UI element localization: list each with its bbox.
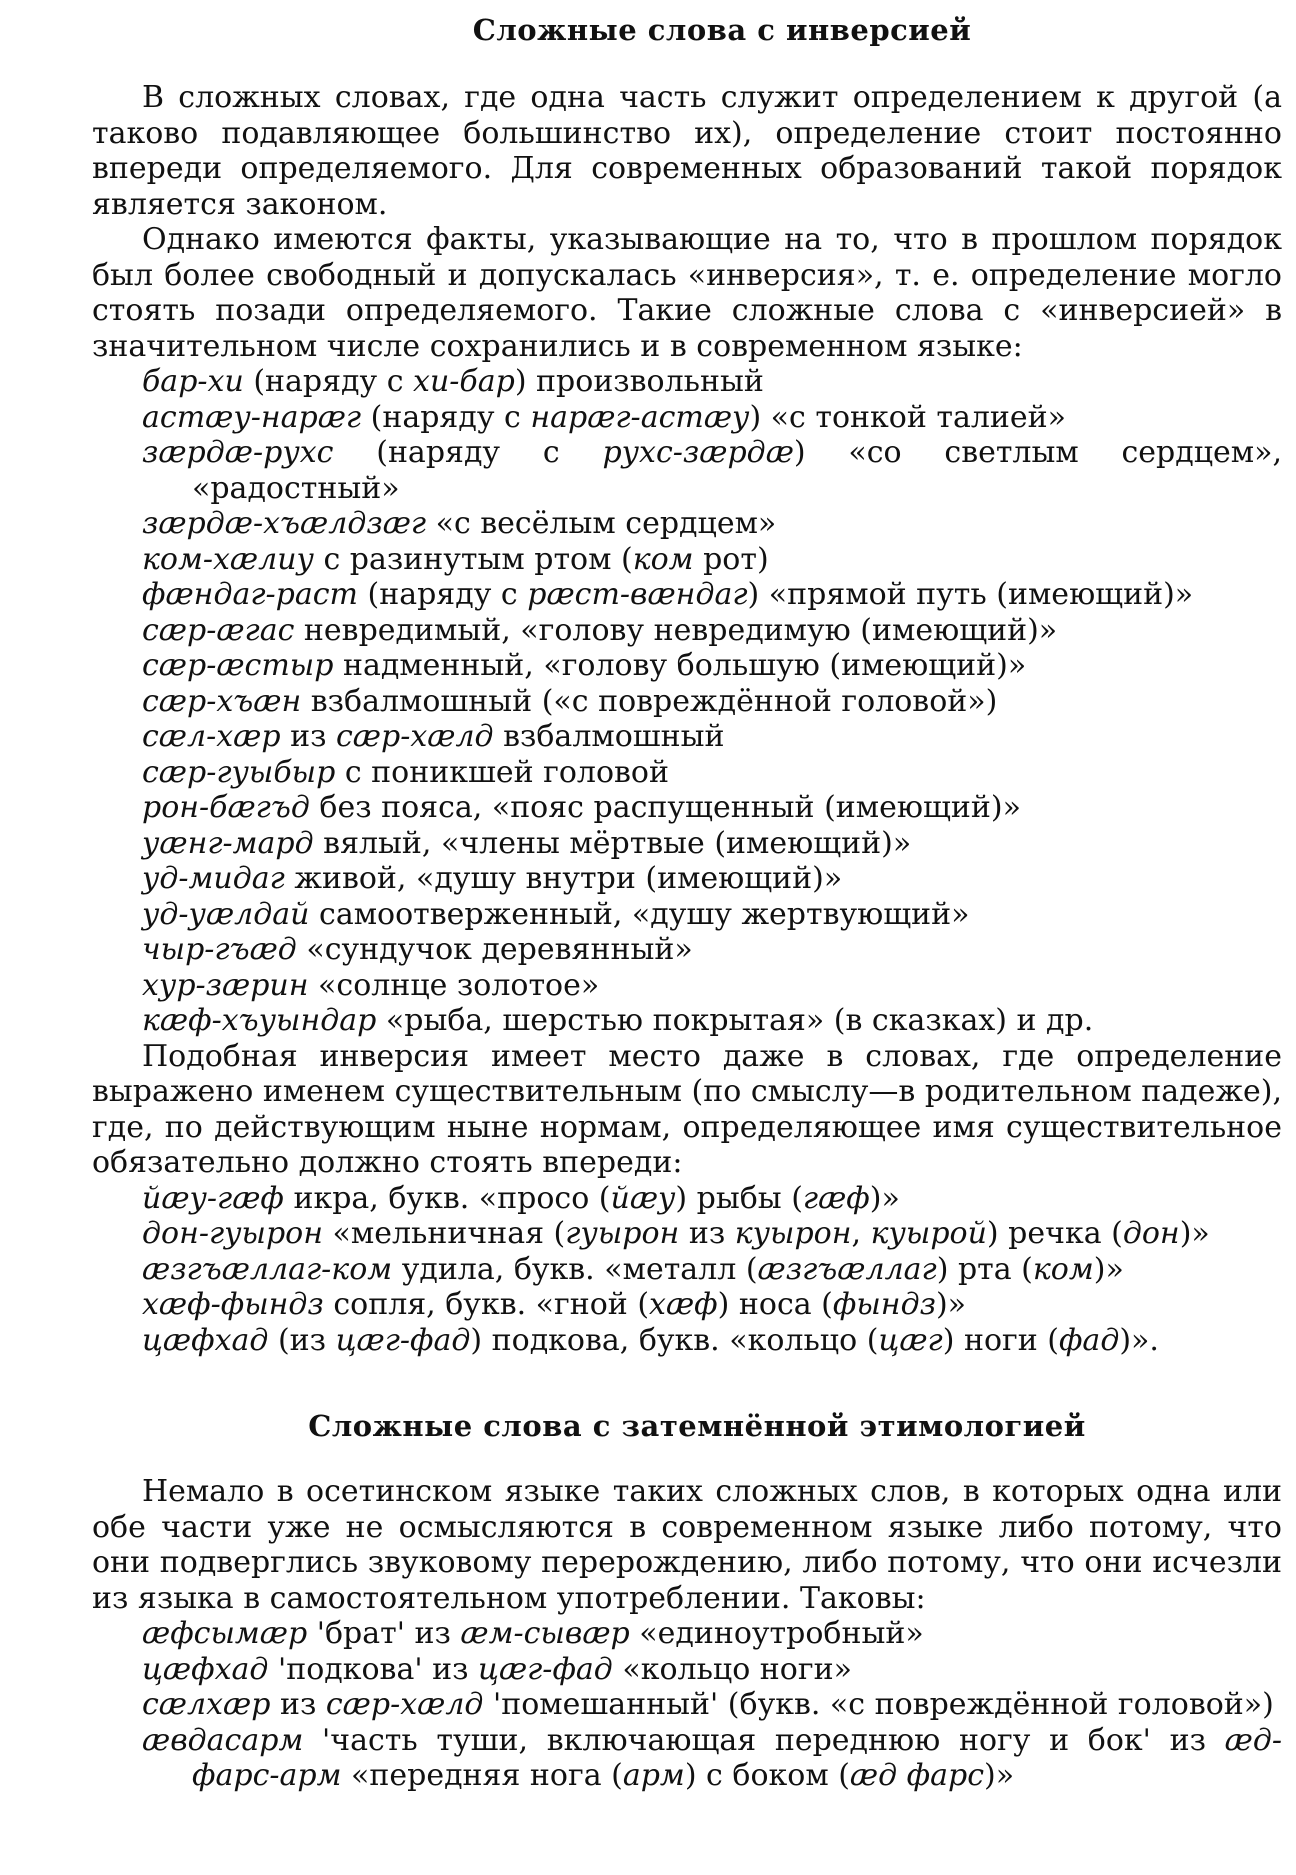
headword: сæр-æстыр <box>142 648 334 683</box>
variant-word: нарæг-астæу <box>530 399 750 435</box>
inversion-word-list <box>92 364 1282 1039</box>
headword: чыр-гъæд <box>142 932 297 967</box>
list-item: цæфхад (из цæг-фад) подкова, букв. «кольцо (цæг) ноги (фад)». <box>142 1322 1159 1358</box>
headword: сæл-хæр <box>142 719 281 754</box>
list-item: хæф-фындз сопля, букв. «гной (хæф) носа (фындз)» <box>142 1287 967 1322</box>
headword: рон-бæгъд <box>142 790 310 825</box>
headword: фæндаг-раст <box>142 577 358 612</box>
paragraph-4: Немало в осетинском языке таких сложных слов, в которых одна или обе части уже не осмысляются в современном языке либо потому, что они подверглись звуковому перерождению, либо потому, что они исчезли из языка в самостоятельном употреблении. Таковы: <box>92 1474 1282 1616</box>
variant-word: сæр-хæлд <box>336 719 494 754</box>
list-item: чыр-гъæд «сундучок деревянный» <box>142 932 693 967</box>
variant-word: рухс-зæрдæ <box>602 435 794 470</box>
list-item: фæндаг-раст (наряду с рæст-вæндаг) «прямой путь (имеющий)» <box>142 577 1194 612</box>
headword: ком-хæлиу <box>142 541 314 577</box>
headword: астæу-нарæг <box>142 399 362 435</box>
paragraph-2: Однако имеются факты, указывающие на то, что в прошлом порядок был более свободный и допускалась «инверсия», т. е. определение могло стоять позади определяемого. Такие сложные слова с «инверсией» в значительном числе сохранились и в современном языке: <box>92 222 1282 364</box>
paragraph-1: В сложных словах, где одна часть служит определением к другой (а таково подавляющее большинство их), определение стоит постоянно впереди определяемого. Для современных образований такой порядок является законом. <box>92 80 1282 222</box>
list-item: уд-уæлдай самоотверженный, «душу жертвующий» <box>142 896 970 932</box>
noun-inversion-list <box>92 1181 1282 1359</box>
list-item: зæрдæ-рухс (наряду с рухс-зæрдæ) «со светлым сердцем», «радостный» <box>142 435 1282 506</box>
list-item: сæлхæр из сæр-хæлд 'помешанный' (букв. «с повреждённой головой») <box>142 1687 1274 1722</box>
variant-word: ком <box>632 541 694 577</box>
paragraph-3: Подобная инверсия имеет место даже в словах, где определение выражено именем существительным (по смыслу—в родительном падеже), где, по действующим ныне нормам, определяющее имя существительное обязательно должно стоять впереди: <box>92 1038 1282 1180</box>
section-heading-etymology: Сложные слова с затемнённой этимологией <box>308 1409 1086 1443</box>
list-item: бар-хи (наряду с хи-бар) произвольный <box>142 364 764 399</box>
list-item: сæр-æстыр надменный, «голову большую (имеющий)» <box>142 648 1027 683</box>
variant-word: хи-бар <box>413 364 515 399</box>
list-item: рон-бæгъд без пояса, «пояс распущенный (имеющий)» <box>142 790 1021 825</box>
list-item: сæр-хъæн взбалмошный («с повреждённой головой») <box>142 683 998 719</box>
headword: хур-зæрин <box>142 967 309 1003</box>
list-item: сæр-æгас невредимый, «голову невредимую (имеющий)» <box>142 612 1058 648</box>
list-item: æвдасарм 'часть туши, включающая переднюю ногу и бок' из æд-фарс-арм «передняя нога (арм) с боком (æд фарс)» <box>142 1722 1282 1793</box>
list-item: астæу-нарæг (наряду с нарæг-астæу) «с тонкой талией» <box>142 399 1067 435</box>
headword: уæнг-мард <box>142 825 314 861</box>
list-item: кæф-хъуындар «рыба, шерстью покрытая» (в сказках) и др. <box>142 1003 1094 1038</box>
page <box>92 10 1282 1794</box>
list-item: æфсымæр 'брат' из æм-сывæр «единоутробный» <box>142 1616 924 1651</box>
list-item: зæрдæ-хъæлдзæг «с весёлым сердцем» <box>142 506 777 541</box>
headword: сæр-гуыбыр <box>142 754 336 790</box>
headword: кæф-хъуындар <box>142 1003 377 1038</box>
headword: зæрдæ-хъæлдзæг <box>142 506 427 541</box>
list-item: цæфхад 'подкова' из цæг-фад «кольцо ноги» <box>142 1651 852 1687</box>
list-item: ком-хæлиу с разинутым ртом (ком рот) <box>142 541 769 577</box>
etymology-word-list <box>92 1616 1282 1794</box>
variant-word: рæст-вæндаг <box>527 577 748 612</box>
headword: зæрдæ-рухс <box>142 435 334 470</box>
list-item: сæл-хæр из сæр-хæлд взбалмошный <box>142 719 725 754</box>
headword: уд-уæлдай <box>142 896 310 932</box>
list-item: сæр-гуыбыр с поникшей головой <box>142 754 669 790</box>
headword: уд-мидаг <box>142 861 285 896</box>
headword: сæр-хъæн <box>142 683 302 719</box>
list-item: хур-зæрин «солнце золотое» <box>142 967 600 1003</box>
list-item: йæу-гæф икра, букв. «просо (йæу) рыбы (гæф)» <box>142 1180 900 1216</box>
list-item: уæнг-мард вялый, «члены мёртвые (имеющий)» <box>142 825 912 861</box>
list-item: уд-мидаг живой, «душу внутри (имеющий)» <box>142 861 843 896</box>
list-item: æзгъæллаг-ком удила, букв. «металл (æзгъæллаг) рта (ком)» <box>142 1251 1124 1287</box>
section-heading-inversion: Сложные слова с инверсией <box>472 13 972 47</box>
headword: сæр-æгас <box>142 612 295 648</box>
list-item: дон-гуырон «мельничная (гуырон из куырон, куырой) речка (дон)» <box>142 1216 1210 1251</box>
headword: бар-хи <box>142 364 244 399</box>
